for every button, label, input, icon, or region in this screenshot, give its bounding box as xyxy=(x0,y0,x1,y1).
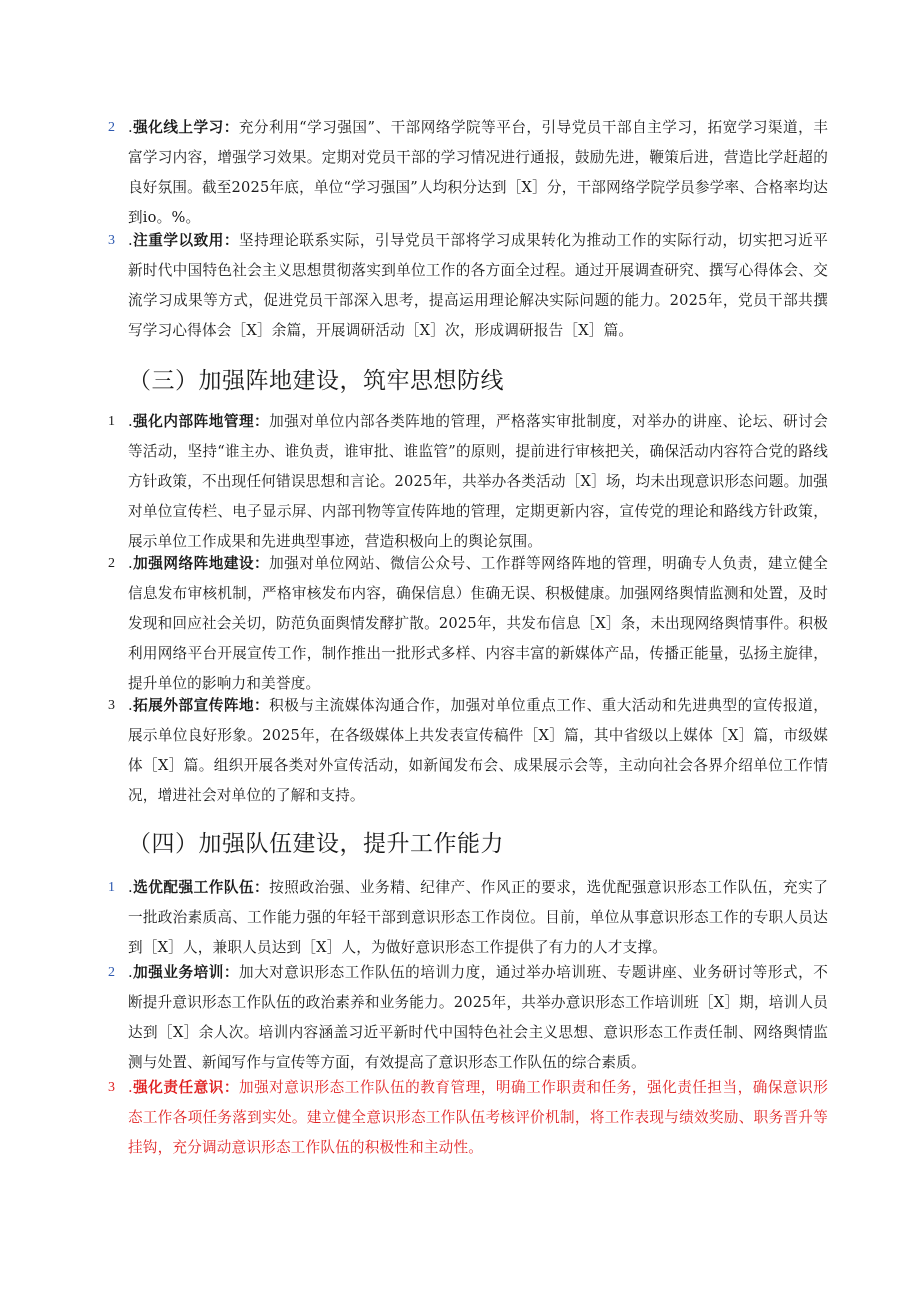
list-item-responsibility xyxy=(108,1073,828,1163)
list-item-training xyxy=(108,958,828,1078)
item-text: 加强对单位网站、微信公众号、工作群等网络阵地的管理，明确专人负责，建立健全信息发布审核机制，严格审核发布内容，确保信息）隹确无误、积极健康。加强网络舆情监测和处置，及时发现和回应社会关切，防范负面舆情发酵扩散。2025年，共发布信息［X］条，未出现网络舆情事件。积极利用网络平台开展宣传工作，制作推出一批形式多样、内容丰富的新媒体产品，传播正能量，弘扬主旋律，提升单位的影响力和美誉度。 xyxy=(128,555,828,692)
section-heading-3: （三）加强阵地建设，筑牢思想防线 xyxy=(128,368,504,394)
item-heading: 注重学以致用： xyxy=(132,232,239,249)
item-body: .注重学以致用：坚持理论联系实际，引导党员干部将学习成果转化为推动工作的实际行动，切实把习近平新时代中国特色社会主义思想贯彻落实到单位工作的各方面全过程。通过开展调查研究、撰写心得体会、交流学习成果等方式，促进党员干部深入思考，提高运用理论解决实际问题的能力。2025年，党员干部共撰写学习心得体会［X］余篇，开展调研活动［X］次，形成调研报告［X］篇。 xyxy=(128,232,828,339)
item-text: 加强对意识形态工作队伍的教育管理，明确工作职责和任务，强化责任担当，确保意识形态工作各项任务落到实处。建立健全意识形态工作队伍考核评价机制，将工作表现与绩效奖励、职务晋升等挂钩，充分调动意识形态工作队伍的积极性和主动性。 xyxy=(128,1079,828,1156)
section-heading-4: （四）加强队伍建设，提升工作能力 xyxy=(128,831,504,857)
item-body: .加强网络阵地建设：加强对单位网站、微信公众号、工作群等网络阵地的管理，明确专人负责，建立健全信息发布审核机制，严格审核发布内容，确保信息）隹确无误、积极健康。加强网络舆情监测和处置，及时发现和回应社会关切，防范负面舆情发酵扩散。2025年，共发布信息［X］条，未出现网络舆情事件。积极利用网络平台开展宣传工作，制作推出一批形式多样、内容丰富的新媒体产品，传播正能量，弘扬主旋律，提升单位的影响力和美誉度。 xyxy=(128,555,828,692)
item-text: 充分利用“学习强国”、干部网络学院等平台，引导党员干部自主学习，拓宽学习渠道，丰富学习内容，增强学习效果。定期对党员干部的学习情况进行通报，鼓励先进，鞭策后进，营造比学赶超的良好氛围。截至2025年底，单位“学习强国”人均积分达到［X］分，干部网络学院学员参学率、合格率均达到io。%。 xyxy=(128,119,828,226)
item-number: 1 xyxy=(108,880,115,895)
item-heading: 选优配强工作队伍： xyxy=(132,879,270,896)
item-number: 1 xyxy=(108,414,115,429)
item-heading: 强化内部阵地管理： xyxy=(132,413,270,430)
item-text: 加强对单位内部各类阵地的管理，严格落实审批制度，对举办的讲座、论坛、研讨会等活动，坚持“谁主办、谁负责，谁审批、谁监管”的原则，提前进行审核把关，确保活动内容符合党的路线方针政策，不出现任何错误思想和言论。2025年，共举办各类活动［X］场，均未出现意识形态问题。加强对单位宣传栏、电子显示屏、内部刊物等宣传阵地的管理，定期更新内容，宣传党的理论和路线方针政策，展示单位工作成果和先进典型事迹，营造积极向上的舆论氛围。 xyxy=(128,413,828,550)
list-item-team-selection xyxy=(108,873,828,963)
item-text: 积极与主流媒体沟通合作，加强对单位重点工作、重大活动和先进典型的宣传报道，展示单位良好形象。2025年，在各级媒体上共发表宣传稿件［X］篇，其中省级以上媒体［X］篇，市级媒体［X］篇。组织开展各类对外宣传活动，如新闻发布会、成果展示会等，主动向社会各界介绍单位工作情况，增进社会对单位的了解和支持。 xyxy=(128,697,828,804)
list-item-online-study xyxy=(108,113,828,233)
item-number: 3 xyxy=(108,698,115,713)
item-heading: 加强业务培训： xyxy=(132,964,239,981)
item-number: 3 xyxy=(108,233,115,248)
list-item-network-position xyxy=(108,549,828,699)
item-number: 2 xyxy=(108,556,115,571)
item-number: 2 xyxy=(108,965,115,980)
item-body: .强化责任意识：加强对意识形态工作队伍的教育管理，明确工作职责和任务，强化责任担当，确保意识形态工作各项任务落到实处。建立健全意识形态工作队伍考核评价机制，将工作表现与绩效奖励、职务晋升等挂钩，充分调动意识形态工作队伍的积极性和主动性。 xyxy=(128,1079,828,1156)
item-body: .强化内部阵地管理：加强对单位内部各类阵地的管理，严格落实审批制度，对举办的讲座、论坛、研讨会等活动，坚持“谁主办、谁负责，谁审批、谁监管”的原则，提前进行审核把关，确保活动内容符合党的路线方针政策，不出现任何错误思想和言论。2025年，共举办各类活动［X］场，均未出现意识形态问题。加强对单位宣传栏、电子显示屏、内部刊物等宣传阵地的管理，定期更新内容，宣传党的理论和路线方针政策，展示单位工作成果和先进典型事迹，营造积极向上的舆论氛围。 xyxy=(128,413,828,550)
list-item-internal-position xyxy=(108,407,828,557)
item-body: .拓展外部宣传阵地：积极与主流媒体沟通合作，加强对单位重点工作、重大活动和先进典型的宣传报道，展示单位良好形象。2025年，在各级媒体上共发表宣传稿件［X］篇，其中省级以上媒体［X］篇，市级媒体［X］篇。组织开展各类对外宣传活动，如新闻发布会、成果展示会等，主动向社会各界介绍单位工作情况，增进社会对单位的了解和支持。 xyxy=(128,697,828,804)
item-body: .强化线上学习：充分利用“学习强国”、干部网络学院等平台，引导党员干部自主学习，拓宽学习渠道，丰富学习内容，增强学习效果。定期对党员干部的学习情况进行通报，鼓励先进，鞭策后进，营造比学赶超的良好氛围。截至2025年底，单位“学习强国”人均积分达到［X］分，干部网络学院学员参学率、合格率均达到io。%。 xyxy=(128,119,828,226)
item-number: 3 xyxy=(108,1080,115,1095)
item-heading: 拓展外部宣传阵地： xyxy=(132,697,270,714)
item-heading: 强化责任意识： xyxy=(132,1079,239,1096)
item-body: .加强业务培训：加大对意识形态工作队伍的培训力度，通过举办培训班、专题讲座、业务研讨等形式，不断提升意识形态工作队伍的政治素养和业务能力。2025年，共举办意识形态工作培训班［X］期，培训人员达到［X］余人次。培训内容涵盖习近平新时代中国特色社会主义思想、意识形态工作责任制、网络舆情监测与处置、新闻写作与宣传等方面，有效提高了意识形态工作队伍的综合素质。 xyxy=(128,964,828,1071)
item-body: .选优配强工作队伍：按照政治强、业务精、纪律产、作风正的要求，选优配强意识形态工作队伍，充实了一批政治素质高、工作能力强的年轻干部到意识形态工作岗位。目前，单位从事意识形态工作的专职人员达到［X］人，兼职人员达到［X］人，为做好意识形态工作提供了有力的人才支撑。 xyxy=(128,879,828,956)
item-text: 加大对意识形态工作队伍的培训力度，通过举办培训班、专题讲座、业务研讨等形式，不断提升意识形态工作队伍的政治素养和业务能力。2025年，共举办意识形态工作培训班［X］期，培训人员达到［X］余人次。培训内容涵盖习近平新时代中国特色社会主义思想、意识形态工作责任制、网络舆情监测与处置、新闻写作与宣传等方面，有效提高了意识形态工作队伍的综合素质。 xyxy=(128,964,828,1071)
item-heading: 强化线上学习： xyxy=(132,119,239,136)
item-heading: 加强网络阵地建设： xyxy=(132,555,270,572)
list-item-apply-learning xyxy=(108,226,828,346)
item-number: 2 xyxy=(108,120,115,135)
item-text: 坚持理论联系实际，引导党员干部将学习成果转化为推动工作的实际行动，切实把习近平新时代中国特色社会主义思想贯彻落实到单位工作的各方面全过程。通过开展调查研究、撰写心得体会、交流学习成果等方式，促进党员干部深入思考，提高运用理论解决实际问题的能力。2025年，党员干部共撰写学习心得体会［X］余篇，开展调研活动［X］次，形成调研报告［X］篇。 xyxy=(128,232,828,339)
list-item-external-position xyxy=(108,691,828,811)
item-text: 按照政治强、业务精、纪律产、作风正的要求，选优配强意识形态工作队伍，充实了一批政治素质高、工作能力强的年轻干部到意识形态工作岗位。目前，单位从事意识形态工作的专职人员达到［X］人，兼职人员达到［X］人，为做好意识形态工作提供了有力的人才支撑。 xyxy=(128,879,828,956)
